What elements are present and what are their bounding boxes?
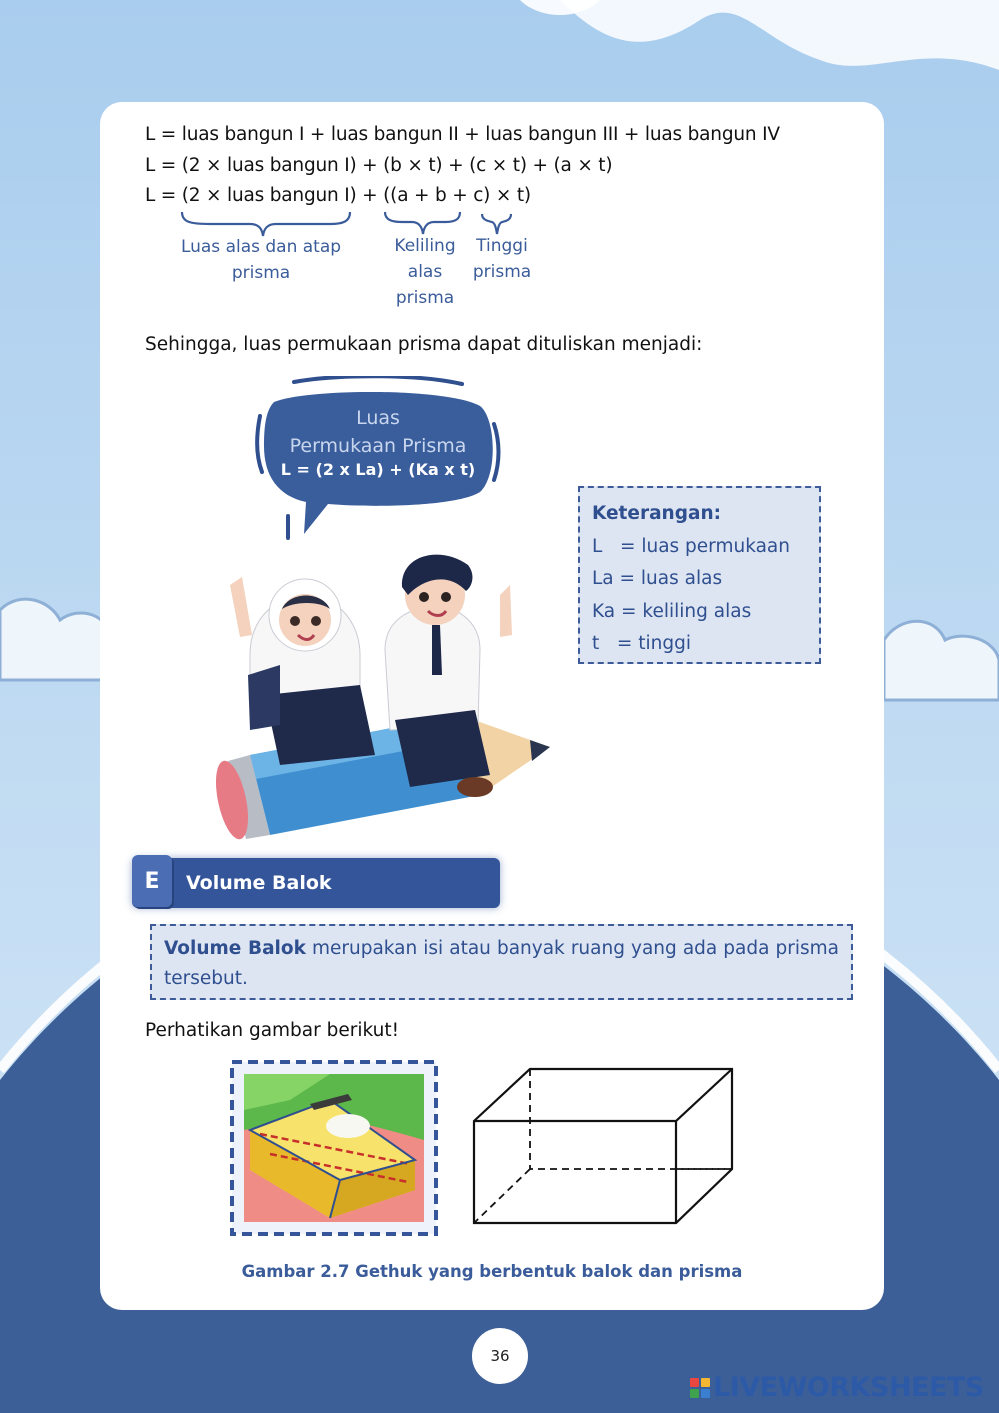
liveworksheets-watermark: [690, 1372, 984, 1403]
equation-line-2: L = (2 × luas bangun I) + (b × t) + (c × t) + (a × t): [145, 155, 613, 176]
definition-box: [150, 924, 853, 1000]
liveworksheets-logo-icon: [690, 1378, 710, 1398]
equation-line-1: L = luas bangun I + luas bangun II + luas bangun III + luas bangun IV: [145, 124, 780, 145]
legend-item: La = luas alas: [592, 568, 723, 589]
cuboid-diagram: [470, 1065, 736, 1227]
note-base-area: Luas alas dan atap prisma: [180, 237, 342, 283]
brace-height: [482, 214, 511, 234]
legend-box: [578, 486, 821, 664]
bubble-line-1: Luas: [356, 407, 400, 429]
intro-text: Sehingga, luas permukaan prisma dapat dituliskan menjadi:: [145, 334, 703, 355]
equation-line-3: L = (2 × luas bangun I) + ((a + b + c) × t): [145, 185, 531, 206]
page-number: 36: [472, 1328, 528, 1384]
legend-title: Keterangan:: [592, 503, 722, 524]
legend-item: t = tinggi: [592, 633, 692, 654]
note-perimeter: Keliling alas prisma: [394, 236, 456, 308]
figure-caption: Gambar 2.7 Gethuk yang berbentuk balok dan prisma: [241, 1262, 743, 1281]
bubble-title: [270, 404, 486, 460]
definition-text: merupakan isi atau banyak ruang yang ada pada prisma tersebut.: [164, 938, 839, 989]
section-title: Volume Balok: [186, 872, 332, 894]
bubble-line-2: Permukaan Prisma: [289, 435, 467, 457]
section-letter: E: [132, 855, 172, 907]
pencil-icon: [210, 715, 550, 842]
bubble-formula: L = (2 x La) + (Ka x t): [280, 460, 476, 479]
note-height: Tinggi prisma: [472, 236, 532, 282]
brace-perimeter: [385, 212, 460, 234]
definition-term: Volume Balok: [164, 938, 306, 959]
legend-item: L = luas permukaan: [592, 535, 790, 557]
brace-base-area: [182, 212, 350, 236]
girl-student-icon: [230, 577, 375, 765]
instruction-text: Perhatikan gambar berikut!: [145, 1020, 400, 1041]
students-on-pencil-illustration: [210, 525, 560, 845]
watermark-text: LIVEWORKSHEETS: [713, 1372, 984, 1403]
legend-item: Ka = keliling alas: [592, 600, 752, 622]
gethuk-photo: [230, 1060, 438, 1236]
